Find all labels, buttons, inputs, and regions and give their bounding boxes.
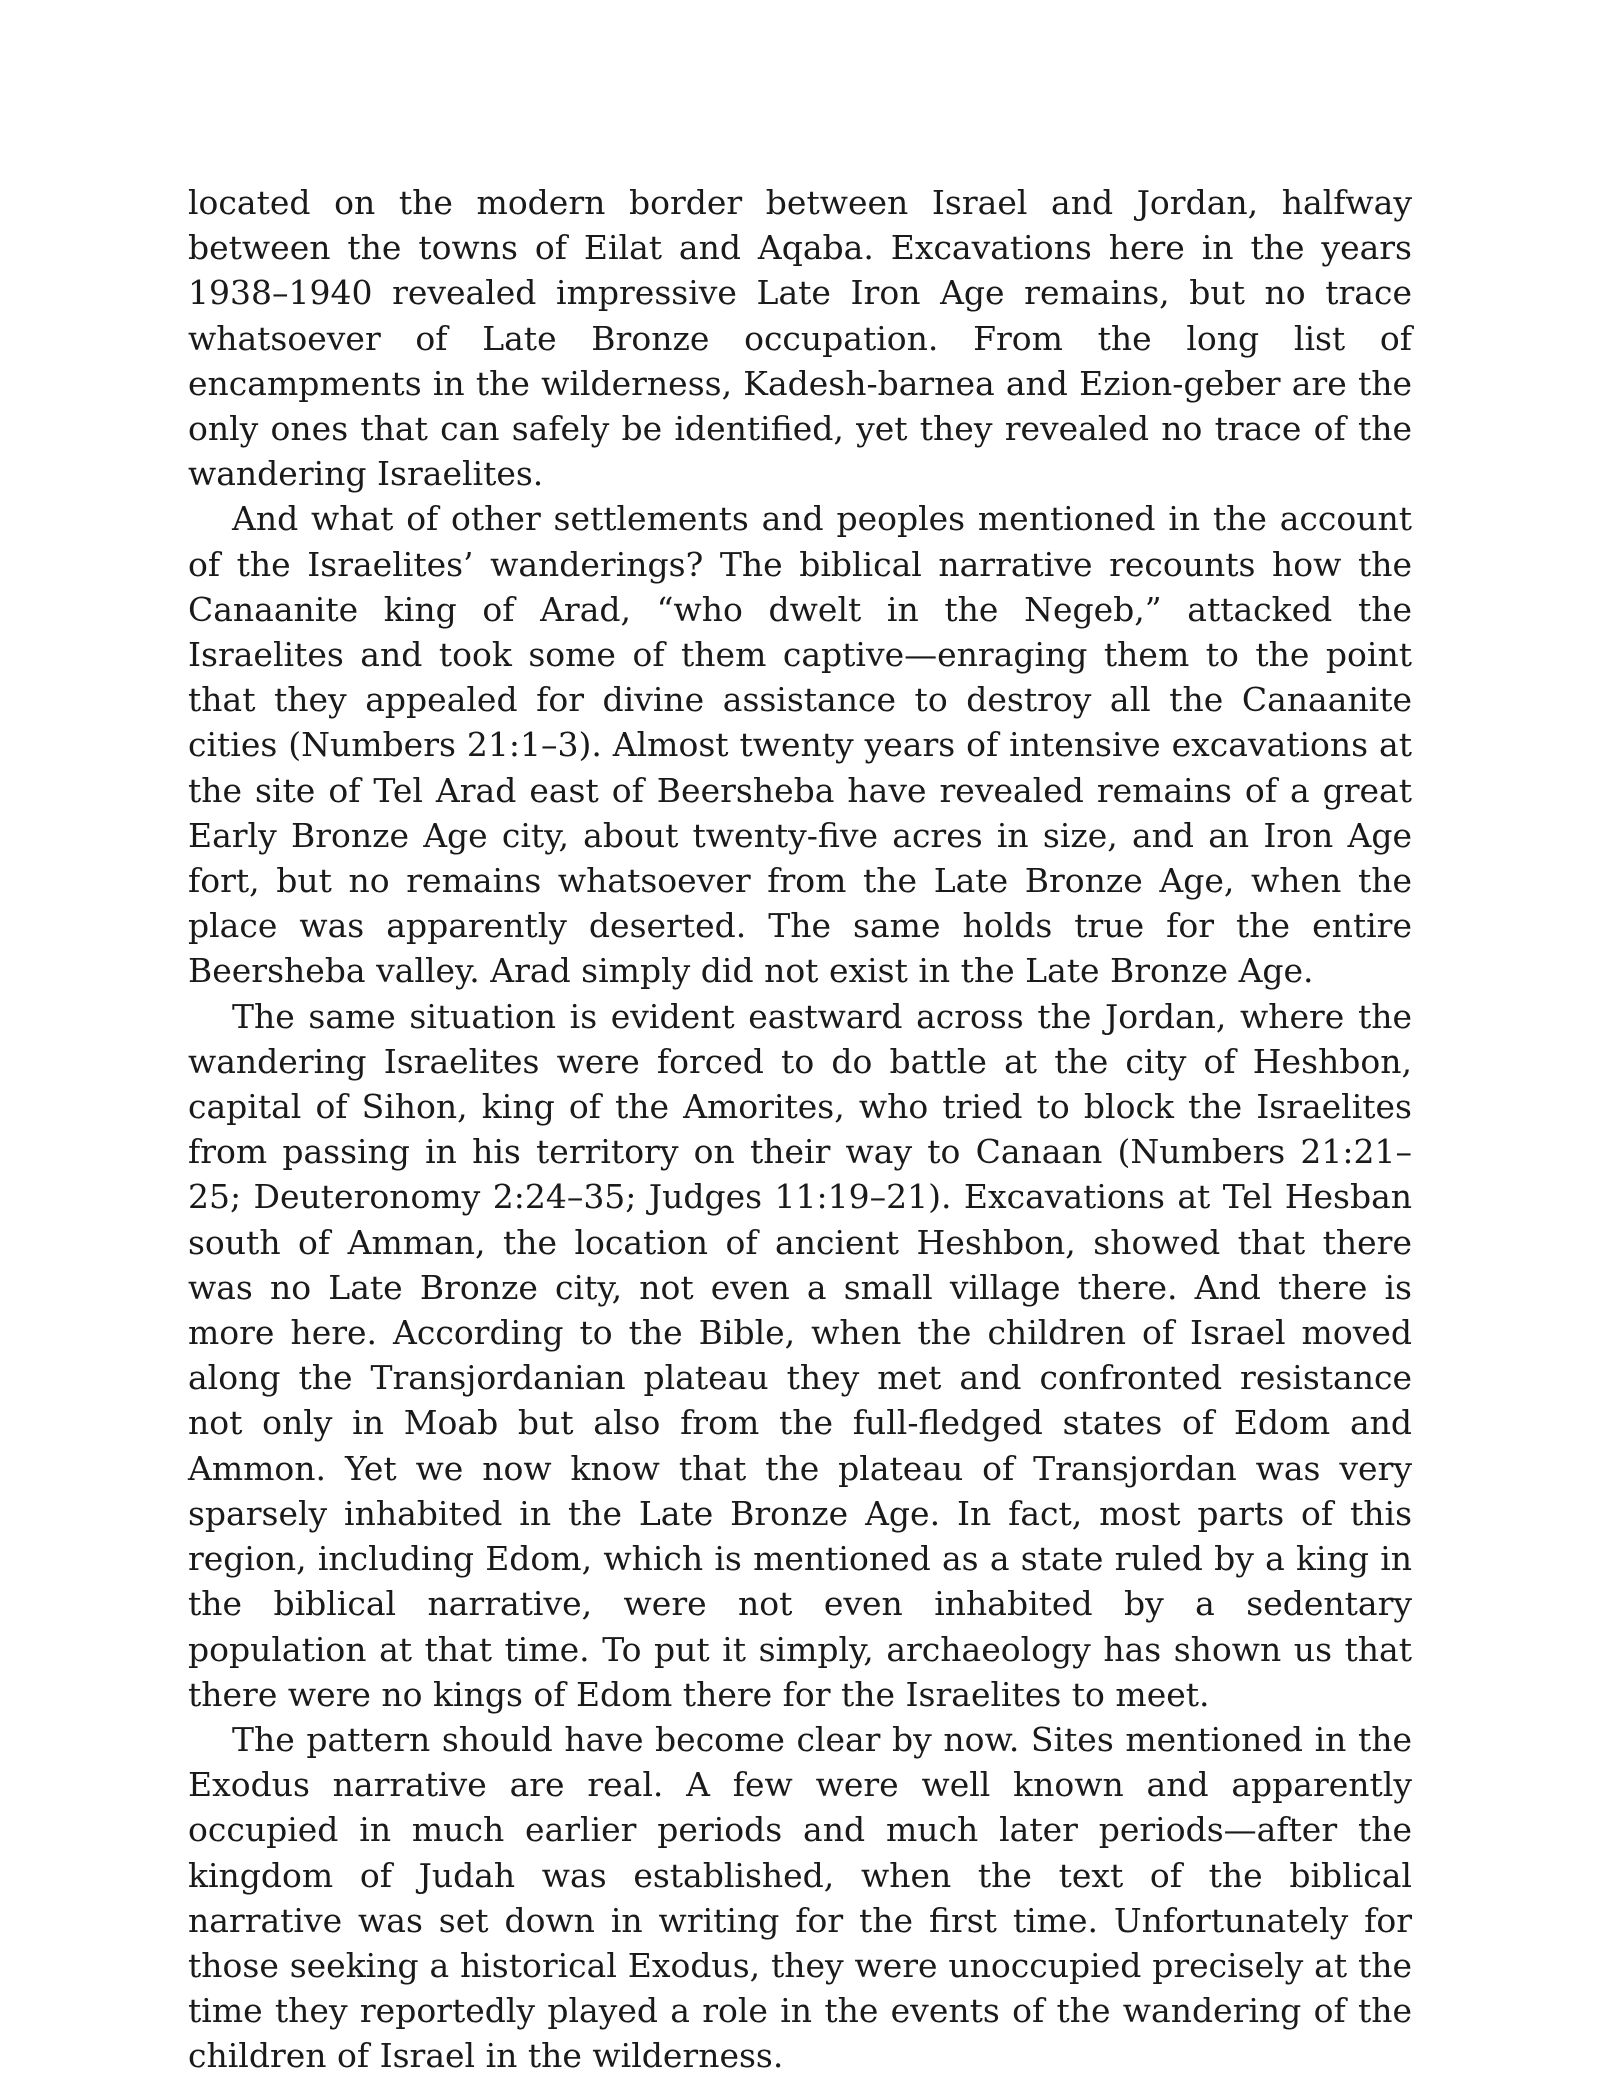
paragraph-2: And what of other settlements and peoples mentioned in the account of the Israelites’ wanderings? The biblical narrative recounts how the Canaanite king of Arad, “who dwelt in the Negeb,” attacked the Israelites and took some of them captive—enraging them to the point that they appealed for divine assistance to destroy all the Canaanite cities (Numbers 21:1–3). Almost twenty years of intensive excavations at the site of Tel Arad east of Beersheba have revealed remains of a great Early Bronze Age city, about twenty-five acres in size, and an Iron Age fort, but no remains whatsoever from the Late Bronze Age, when the place was apparently deserted. The same holds true for the entire Beersheba valley. Arad simply did not exist in the Late Bronze Age. [188, 499, 1412, 991]
book-page [188, 180, 1412, 2079]
paragraph-3: The same situation is evident eastward across the Jordan, where the wandering Israelites were forced to do battle at the city of Heshbon, capital of Sihon, king of the Amorites, who tried to block the Israelites from passing in his territory on their way to Canaan (Numbers 21:21–25; Deuteronomy 2:24–35; Judges 11:19–21). Excavations at Tel Hesban south of Amman, the location of ancient Heshbon, showed that there was no Late Bronze city, not even a small village there. And there is more here. According to the Bible, when the children of Israel moved along the Transjordanian plateau they met and confronted resistance not only in Moab but also from the full-fledged states of Edom and Ammon. Yet we now know that the plateau of Transjordan was very sparsely inhabited in the Late Bronze Age. In fact, most parts of this region, including Edom, which is mentioned as a state ruled by a king in the biblical narrative, were not even inhabited by a sedentary population at that time. To put it simply, archaeology has shown us that there were no kings of Edom there for the Israelites to meet. [188, 996, 1412, 1714]
paragraph-4: The pattern should have become clear by now. Sites mentioned in the Exodus narrative are real. A few were well known and apparently occupied in much earlier periods and much later periods—after the kingdom of Judah was established, when the text of the biblical narrative was set down in writing for the first time. Unfortunately for those seeking a historical Exodus, they were unoccupied precisely at the time they reportedly played a role in the events of the wandering of the children of Israel in the wilderness. [188, 1719, 1412, 2076]
paragraph-1: located on the modern border between Israel and Jordan, halfway between the towns of Eilat and Aqaba. Excavations here in the years 1938–1940 revealed impressive Late Iron Age remains, but no trace whatsoever of Late Bronze occupation. From the long list of encampments in the wilderness, Kadesh-barnea and Ezion-geber are the only ones that can safely be identified, yet they revealed no trace of the wandering Israelites. [188, 183, 1412, 494]
